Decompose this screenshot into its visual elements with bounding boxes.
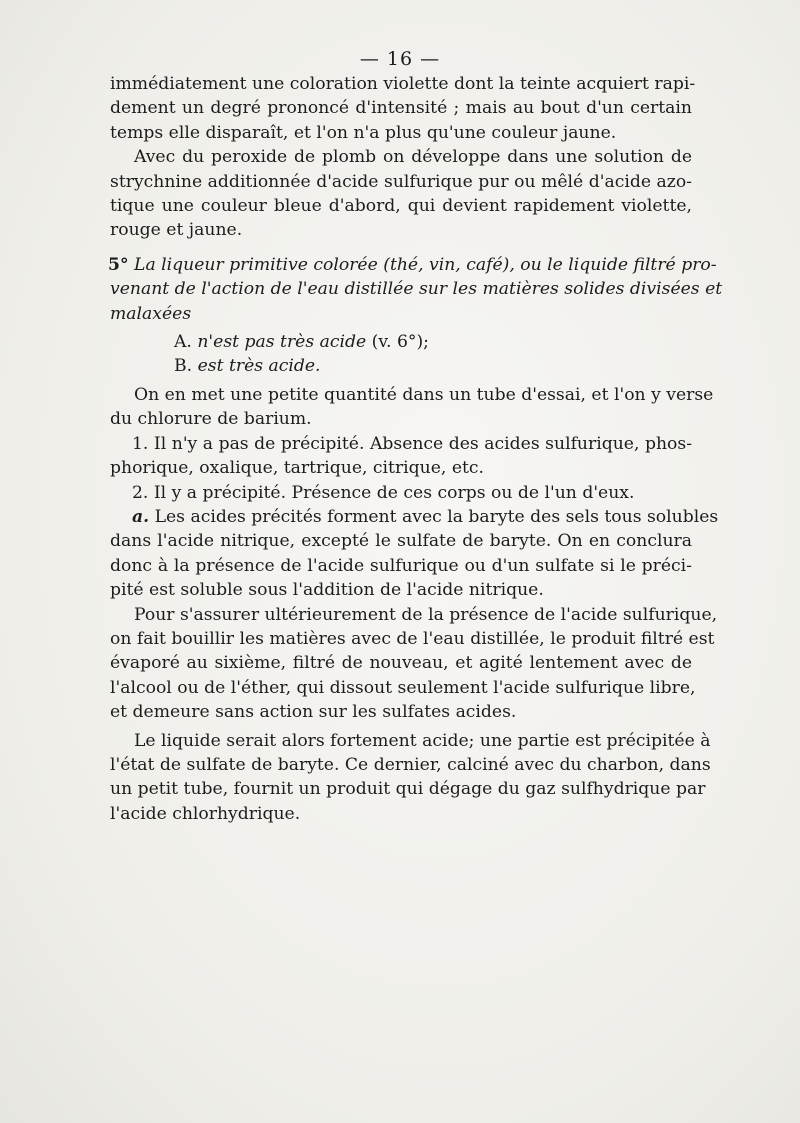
case-b (110, 354, 692, 378)
paragraph-3 (110, 383, 714, 432)
paragraph-2 (110, 145, 692, 243)
text-line: temps elle disparaît, et l'on n'a plus qu'une couleur jaune. (110, 122, 617, 143)
text-line: l'état de sulfate de baryte. Ce dernier, calciné avec du charbon, dans (110, 754, 711, 775)
case-a-text: n'est pas très acide (197, 332, 367, 353)
case-a-letter: A. (174, 332, 192, 353)
body-text (108, 72, 723, 826)
heading-line: La liqueur primitive colorée (thé, vin, café), ou le liquide filtré pro- (134, 254, 717, 275)
text-line: dement un degré prononcé d'intensité ; mais au bout d'un certain (110, 98, 692, 119)
section-heading (108, 253, 723, 326)
case-b-text: est très acide. (197, 356, 321, 377)
list-item-a (110, 505, 719, 603)
text-line: dans l'acide nitrique, excepté le sulfate de baryte. On en conclura (110, 531, 692, 552)
text-line: l'alcool ou de l'éther, qui dissout seulement l'acide sulfurique libre, (110, 677, 696, 698)
text-line: 2. Il y a précipité. Présence de ces corps ou de l'un d'eux. (132, 482, 635, 503)
text-line: l'acide chlorhydrique. (110, 803, 301, 824)
list-item-2 (110, 481, 692, 505)
heading-line: malaxées (110, 303, 192, 324)
text-line: immédiatement une coloration violette dont la teinte acquiert rapi- (110, 74, 696, 94)
text-line: 1. Il n'y a pas de précipité. Absence des acides sulfurique, phos- (132, 433, 692, 454)
paragraph-4 (110, 603, 718, 725)
text-line: évaporé au sixième, filtré de nouveau, et agité lentement avec de (110, 653, 692, 674)
text-line: du chlorure de barium. (110, 409, 312, 430)
text-line: pité est soluble sous l'addition de l'acide nitrique. (110, 580, 544, 601)
text-line: on fait bouillir les matières avec de l'eau distillée, le produit filtré est (110, 628, 715, 649)
text-line: rouge et jaune. (110, 220, 243, 241)
text-line: Pour s'assurer ultérieurement de la présence de l'acide sulfurique, (134, 604, 718, 625)
heading-line: venant de l'action de l'eau distillée sur les matières solides divisées et (110, 279, 723, 300)
paragraph-5 (110, 729, 711, 827)
text-line: strychnine additionnée d'acide sulfurique pur ou mêlé d'acide azo- (110, 171, 692, 192)
case-b-letter: B. (174, 356, 193, 377)
item-a-letter: a. (132, 506, 150, 527)
text-line: un petit tube, fournit un produit qui dégage du gaz sulfhydrique par (110, 779, 706, 800)
text-line: et demeure sans action sur les sulfates acides. (110, 702, 517, 723)
text-line: tique une couleur bleue d'abord, qui devient rapidement violette, (110, 196, 692, 217)
case-a-ref: (v. 6°); (371, 332, 429, 353)
text-line: phorique, oxalique, tartrique, citrique, etc. (110, 458, 484, 479)
text-line: donc à la présence de l'acide sulfurique ou d'un sulfate si le préci- (110, 555, 692, 576)
text-line: Avec du peroxide de plomb on développe dans une solution de (134, 147, 692, 168)
page-number: — 16 — (359, 48, 441, 70)
section-number: 5° (108, 254, 129, 275)
paragraph-1 (110, 72, 696, 145)
text-line: Les acides précités forment avec la baryte des sels tous solubles (154, 506, 719, 527)
text-line: On en met une petite quantité dans un tube d'essai, et l'on y verse (134, 384, 714, 405)
list-item-1 (110, 432, 692, 481)
case-list (110, 330, 692, 379)
case-a (110, 330, 692, 354)
text-line: Le liquide serait alors fortement acide; une partie est précipitée à (134, 730, 711, 751)
